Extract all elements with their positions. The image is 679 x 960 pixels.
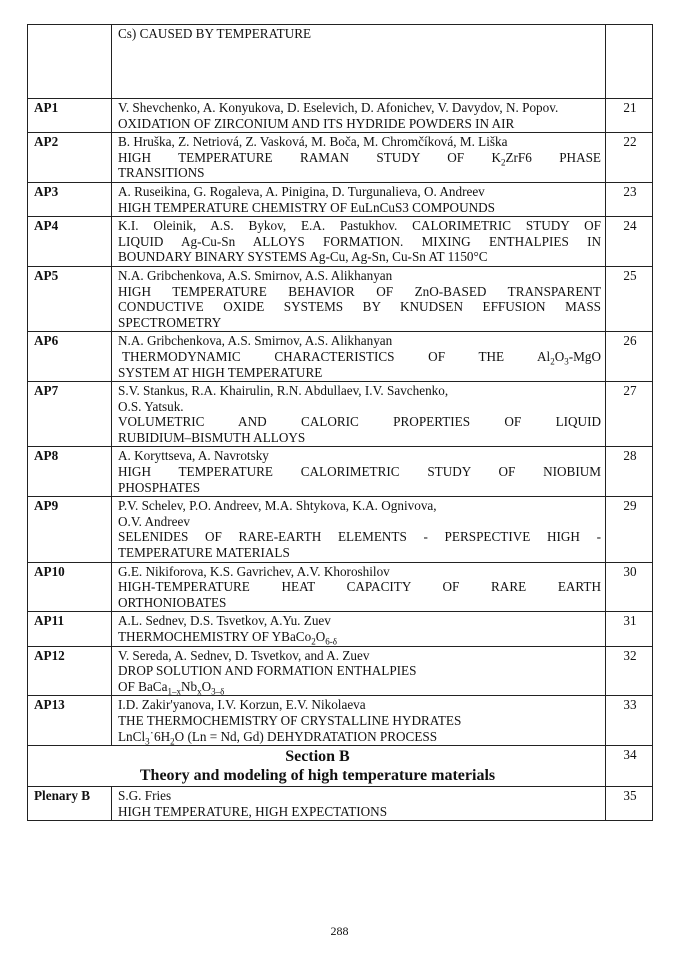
- entry-authors: V. Shevchenko, A. Konyukova, D. Eselevich, D. Afonichev, V. Davydov, N. Popov.: [118, 100, 559, 115]
- entry-text: [112, 696, 606, 746]
- contents-table: [27, 24, 653, 821]
- entry-title-cont: SYSTEM AT HIGH TEMPERATURE: [118, 364, 323, 380]
- section-row: [28, 746, 653, 787]
- table-row: [28, 382, 653, 447]
- entry-title: OXIDATION OF ZIRCONIUM AND ITS HYDRIDE POWDERS IN AIR: [118, 115, 515, 131]
- entry-code: AP13: [28, 696, 112, 746]
- entry-title: VOLUMETRIC AND CALORIC PROPERTIES OF LIQUID: [118, 414, 601, 430]
- entry-title: DROP SOLUTION AND FORMATION ENTHALPIES: [118, 663, 417, 679]
- entry-code: AP4: [28, 217, 112, 267]
- entry-text: [112, 266, 606, 331]
- entry-title-cont: ORTHONIOBATES: [118, 594, 227, 610]
- table-row: [28, 562, 653, 612]
- entry-code: AP10: [28, 562, 112, 612]
- entry-text: [112, 217, 606, 267]
- entry-text: [112, 447, 606, 497]
- entry-text: [112, 562, 606, 612]
- entry-title-cont: RUBIDIUM–BISMUTH ALLOYS: [118, 429, 306, 445]
- entry-text: [112, 382, 606, 447]
- entry-text: [112, 133, 606, 183]
- entry-title: THE THERMOCHEMISTRY OF CRYSTALLINE HYDRATES: [118, 712, 462, 728]
- entry-code: AP1: [28, 99, 112, 133]
- entry-title-cont: $LnCl_3˙6H_2O$ (Ln = Nd, Gd) DEHYDRATATION PROCESS: [118, 728, 438, 747]
- entry-page: 24: [606, 217, 653, 267]
- entry-page: 22: [606, 133, 653, 183]
- entry-code: [28, 25, 112, 99]
- entry-code: AP7: [28, 382, 112, 447]
- entry-title: HIGH TEMPERATURE RAMAN STUDY OF $K_2ZrF6$ PHASE: [118, 149, 601, 168]
- table-row: [28, 266, 653, 331]
- table-row: [28, 332, 653, 382]
- entry-title: HIGH TEMPERATURE CALORIMETRIC STUDY OF NIOBIUM: [118, 464, 601, 480]
- entry-text: [112, 182, 606, 216]
- entry-text: [112, 646, 606, 696]
- entry-page: 23: [606, 182, 653, 216]
- entry-page: 34: [606, 746, 653, 787]
- entry-authors: A. Ruseikina, G. Rogaleva, A. Pinigina, D. Turgunalieva, O. Andreev: [118, 183, 485, 199]
- entry-page: 31: [606, 612, 653, 646]
- entry-page: 25: [606, 266, 653, 331]
- entry-authors: P.V. Schelev, P.O. Andreev, M.A. Shtykova, K.A. Ognivova,: [118, 498, 437, 514]
- section-heading: [28, 746, 606, 787]
- table-row: [28, 25, 653, 99]
- table-row: [28, 787, 653, 821]
- table-row: [28, 646, 653, 696]
- entry-title: HIGH TEMPERATURE CHEMISTRY OF EuLnCuS3 COMPOUNDS: [118, 199, 495, 215]
- entry-title-cont: OF $BaCa_{1-x}Nb_xO_{3-\delta}$: [118, 678, 225, 697]
- entry-text: [112, 497, 606, 562]
- entry-line: BOUNDARY BINARY SYSTEMS Ag-Cu, Ag-Sn, Cu-Sn AT 1150°C: [118, 249, 488, 265]
- entry-authors-cont: O.V. Andreev: [118, 513, 190, 529]
- entry-title-cont: SPECTROMETRY: [118, 314, 222, 330]
- entry-authors: N.A. Gribchenkova, A.S. Smirnov, A.S. Alikhanyan: [118, 333, 393, 349]
- entry-page: 35: [606, 787, 653, 821]
- table-row: [28, 612, 653, 646]
- page-number: 288: [330, 924, 349, 938]
- section-title: Theory and modeling of high temperature materials: [139, 767, 496, 785]
- table-row: [28, 447, 653, 497]
- entry-title-cont: TRANSITIONS: [118, 165, 205, 181]
- table-row: [28, 133, 653, 183]
- entry-authors: B. Hruška, Z. Netriová, Z. Vasková, M. Boča, M. Chromčíková, M. Liška: [118, 134, 508, 150]
- entry-page: 32: [606, 646, 653, 696]
- entry-code: AP11: [28, 612, 112, 646]
- entry-code: AP5: [28, 266, 112, 331]
- entry-code: AP6: [28, 332, 112, 382]
- table-row: [28, 99, 653, 133]
- entry-code: AP2: [28, 133, 112, 183]
- entry-text: [112, 787, 606, 821]
- entry-authors: I.D. Zakir'yanova, I.V. Korzun, E.V. Nikolaeva: [118, 697, 366, 713]
- entry-authors: A. Koryttseva, A. Navrotsky: [118, 448, 269, 464]
- entry-line: LIQUID Ag-Cu-Sn ALLOYS FORMATION. MIXING ENTHALPIES IN: [118, 233, 601, 249]
- entry-text: [112, 612, 606, 646]
- entry-title: THERMOCHEMISTRY OF $YBaCo_2O_{6-\delta}$: [118, 629, 337, 647]
- entry-page: 29: [606, 497, 653, 562]
- entry-page: 26: [606, 332, 653, 382]
- entry-title-cont: PHOSPHATES: [118, 479, 201, 495]
- entry-title-cont: TEMPERATURE MATERIALS: [118, 545, 290, 561]
- entry-title: HIGH TEMPERATURE BEHAVIOR OF ZnO-BASED TRANSPARENT: [118, 283, 601, 299]
- entry-text: Cs) CAUSED BY TEMPERATURE: [112, 25, 606, 99]
- entry-title: HIGH TEMPERATURE, HIGH EXPECTATIONS: [118, 803, 388, 819]
- table-row: [28, 217, 653, 267]
- entry-text: [112, 99, 606, 133]
- entry-code: AP8: [28, 447, 112, 497]
- entry-authors-cont: O.S. Yatsuk.: [118, 398, 184, 414]
- table-row: [28, 182, 653, 216]
- entry-authors: N.A. Gribchenkova, A.S. Smirnov, A.S. Alikhanyan: [118, 267, 393, 283]
- entry-page: 21: [606, 99, 653, 133]
- entry-title: SELENIDES OF RARE-EARTH ELEMENTS - PERSPECTIVE HIGH -: [118, 529, 601, 545]
- entry-code: Plenary B: [28, 787, 112, 821]
- entry-line: K.I. Oleinik, A.S. Bykov, E.A. Pastukhov. CALORIMETRIC STUDY OF: [118, 218, 601, 234]
- entry-title: HIGH-TEMPERATURE HEAT CAPACITY OF RARE EARTH: [118, 579, 601, 595]
- entry-page: 33: [606, 696, 653, 746]
- entry-title: THERMODYNAMIC CHARACTERISTICS OF THE $Al_2O_3$-MgO: [122, 348, 601, 367]
- entry-code: AP12: [28, 646, 112, 696]
- entry-authors: A.L. Sednev, D.S. Tsvetkov, A.Yu. Zuev: [118, 613, 331, 629]
- entry-text: [112, 332, 606, 382]
- entry-authors: S.V. Stankus, R.A. Khairulin, R.N. Abdullaev, I.V. Savchenko,: [118, 383, 449, 399]
- entry-authors: G.E. Nikiforova, K.S. Gavrichev, A.V. Khoroshilov: [118, 563, 390, 579]
- entry-page: 28: [606, 447, 653, 497]
- entry-page: 30: [606, 562, 653, 612]
- entry-authors: V. Sereda, A. Sednev, D. Tsvetkov, and A. Zuev: [118, 647, 370, 663]
- entry-code: AP3: [28, 182, 112, 216]
- entry-authors: S.G. Fries: [118, 788, 172, 804]
- entry-page: 27: [606, 382, 653, 447]
- table-row: [28, 696, 653, 746]
- entry-title-cont: CONDUCTIVE OXIDE SYSTEMS BY KNUDSEN EFFUSION MASS: [118, 299, 601, 315]
- section-label: Section B: [285, 748, 350, 766]
- entry-page: [606, 25, 653, 99]
- table-row: [28, 497, 653, 562]
- entry-code: AP9: [28, 497, 112, 562]
